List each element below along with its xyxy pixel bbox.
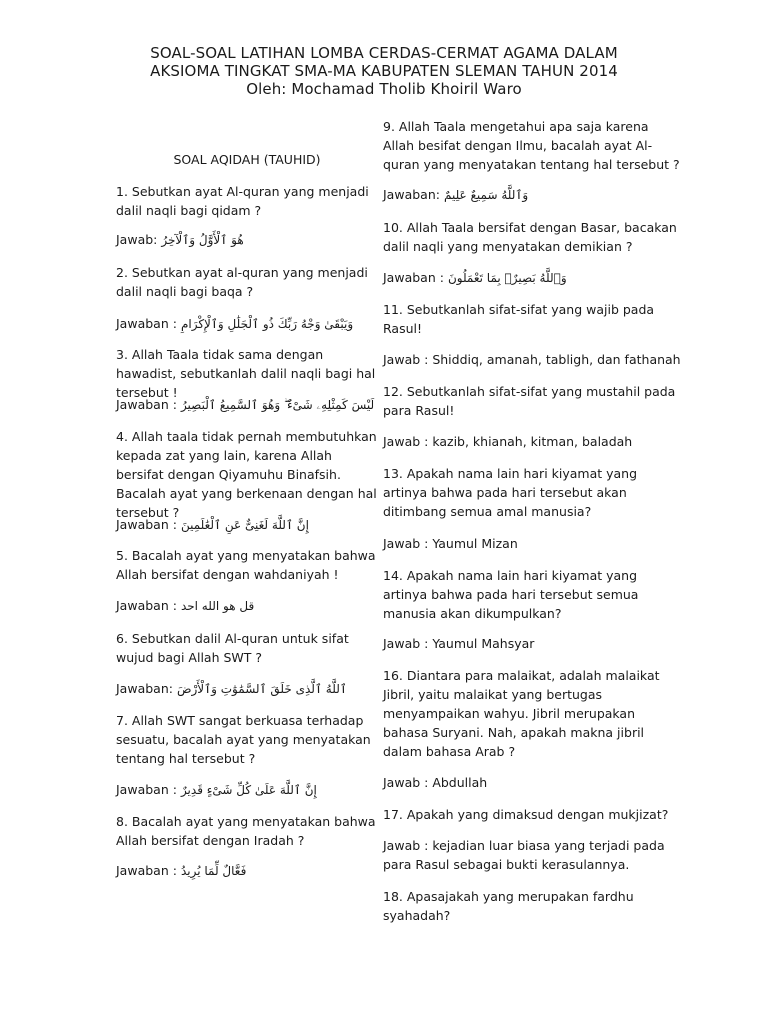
- question-14: 14. Apakah nama lain hari kiyamat yang artinya bahwa pada hari tersebut semua manusia akan dikumpulkan?: [383, 568, 639, 621]
- answer-label: Jawaban:: [116, 681, 173, 696]
- answer-4: [116, 515, 378, 535]
- arabic-verse: فَعَّالٌ لِّمَا يُرِيدُ: [180, 864, 247, 878]
- title-line-2: AKSIOMA TINGKAT SMA-MA KABUPATEN SLEMAN TAHUN 2014: [150, 62, 618, 80]
- question-9: 9. Allah Taala mengetahui apa saja karena Allah besifat dengan Ilmu, bacalah ayat Al-quran yang menyatakan tentang hal tersebut ?: [383, 119, 680, 172]
- question-10: 10. Allah Taala bersifat dengan Basar, bacakan dalil naqli yang menyatakan demikian ?: [383, 220, 677, 254]
- answer-label: Jawaban :: [383, 270, 444, 285]
- question-7: 7. Allah SWT sangat berkuasa terhadap sesuatu, bacalah ayat yang menyatakan tentang hal tersebut ?: [116, 713, 371, 766]
- arabic-verse: وَٱللَّهُ بَصِيرٌۢ بِمَا تَعْمَلُونَ: [447, 271, 567, 285]
- answer-label: Jawaban :: [116, 782, 177, 797]
- answer-10: [383, 268, 683, 288]
- answer-7: [116, 780, 378, 800]
- answer-1: [116, 230, 378, 250]
- answer-3: [116, 395, 378, 415]
- answer-5: [116, 596, 378, 616]
- answer-label: Jawaban :: [116, 517, 177, 532]
- question-1: 1. Sebutkan ayat Al-quran yang menjadi dalil naqli bagi qidam ?: [116, 184, 369, 218]
- arabic-verse: وَٱللَّهُ سَمِيعٌ عَلِيمٌ: [443, 188, 529, 202]
- answer-8: [116, 861, 378, 881]
- answer-label: Jawaban :: [116, 316, 177, 331]
- answer-17: Jawab : kejadian luar biasa yang terjadi pada para Rasul sebagai bukti kerasulannya.: [383, 838, 665, 872]
- question-17: 17. Apakah yang dimaksud dengan mukjizat?: [383, 807, 669, 822]
- answer-12: Jawab : kazib, khianah, kitman, baladah: [383, 434, 633, 449]
- arabic-verse: قل هو الله احد: [180, 599, 255, 613]
- answer-11: Jawab : Shiddiq, amanah, tabligh, dan fathanah: [383, 352, 681, 367]
- question-16: 16. Diantara para malaikat, adalah malaikat Jibril, yaitu malaikat yang bertugas menyampaikan wahyu. Jibril merupakan bahasa Suryani. Nah, apakah makna jibril dalam bahasa Arab ?: [383, 668, 660, 759]
- arabic-verse: لَيْسَ كَمِثْلِهِۦ شَىْءٌ ۖ وَهُوَ ٱلسَّمِيعُ ٱلْبَصِيرُ: [180, 398, 375, 412]
- answer-16: Jawab : Abdullah: [383, 775, 488, 790]
- answer-13: Jawab : Yaumul Mizan: [383, 536, 518, 551]
- answer-label: Jawaban :: [116, 397, 177, 412]
- answer-label: Jawaban:: [383, 187, 440, 202]
- answer-2: [116, 314, 378, 334]
- section-heading: SOAL AQIDAH (TAUHID): [173, 152, 321, 167]
- arabic-verse: إِنَّ ٱللَّهَ لَغَنِىٌّ عَنِ ٱلْعَٰلَمِينَ: [180, 518, 309, 532]
- answer-9: [383, 185, 683, 205]
- answer-label: Jawaban :: [116, 598, 177, 613]
- arabic-verse: ٱللَّهُ ٱلَّذِى خَلَقَ ٱلسَّمَٰوَٰتِ وَٱلْأَرْضَ: [176, 682, 347, 696]
- question-13: 13. Apakah nama lain hari kiyamat yang artinya bahwa pada hari tersebut akan ditimbang semua amal manusia?: [383, 466, 638, 519]
- answer-label: Jawaban :: [116, 863, 177, 878]
- question-3: 3. Allah Taala tidak sama dengan hawadist, sebutkanlah dalil naqli bagi hal tersebut !: [116, 347, 376, 400]
- answer-6: [116, 679, 378, 699]
- arabic-verse: إِنَّ ٱللَّهَ عَلَىٰ كُلِّ شَىْءٍ قَدِيرٌ: [180, 783, 317, 797]
- question-4: 4. Allah taala tidak pernah membutuhkan kepada zat yang lain, karena Allah bersifat dengan Qiyamuhu Binafsih. Bacalah ayat yang berkenaan dengan hal tersebut ?: [116, 429, 377, 520]
- document-title: [0, 44, 768, 98]
- answer-label: Jawab:: [116, 232, 158, 247]
- arabic-verse: هُوَ ٱلْأَوَّلُ وَٱلْآخِرُ: [161, 233, 244, 247]
- title-line-1: SOAL-SOAL LATIHAN LOMBA CERDAS-CERMAT AGAMA DALAM: [150, 44, 618, 62]
- question-11: 11. Sebutkanlah sifat-sifat yang wajib pada Rasul!: [383, 302, 655, 336]
- question-5: 5. Bacalah ayat yang menyatakan bahwa Allah bersifat dengan wahdaniyah !: [116, 548, 376, 582]
- title-author: Oleh: Mochamad Tholib Khoiril Waro: [246, 80, 522, 98]
- question-8: 8. Bacalah ayat yang menyatakan bahwa Allah bersifat dengan Iradah ?: [116, 814, 376, 848]
- question-6: 6. Sebutkan dalil Al-quran untuk sifat wujud bagi Allah SWT ?: [116, 631, 349, 665]
- question-12: 12. Sebutkanlah sifat-sifat yang mustahil pada para Rasul!: [383, 384, 676, 418]
- arabic-verse: وَيَبْقَىٰ وَجْهُ رَبِّكَ ذُو ٱلْجَلَٰلِ وَٱلْإِكْرَامِ: [180, 317, 354, 331]
- answer-14: Jawab : Yaumul Mahsyar: [383, 636, 535, 651]
- question-18: 18. Apasajakah yang merupakan fardhu syahadah?: [383, 889, 634, 923]
- question-2: 2. Sebutkan ayat al-quran yang menjadi dalil naqli bagi baqa ?: [116, 265, 368, 299]
